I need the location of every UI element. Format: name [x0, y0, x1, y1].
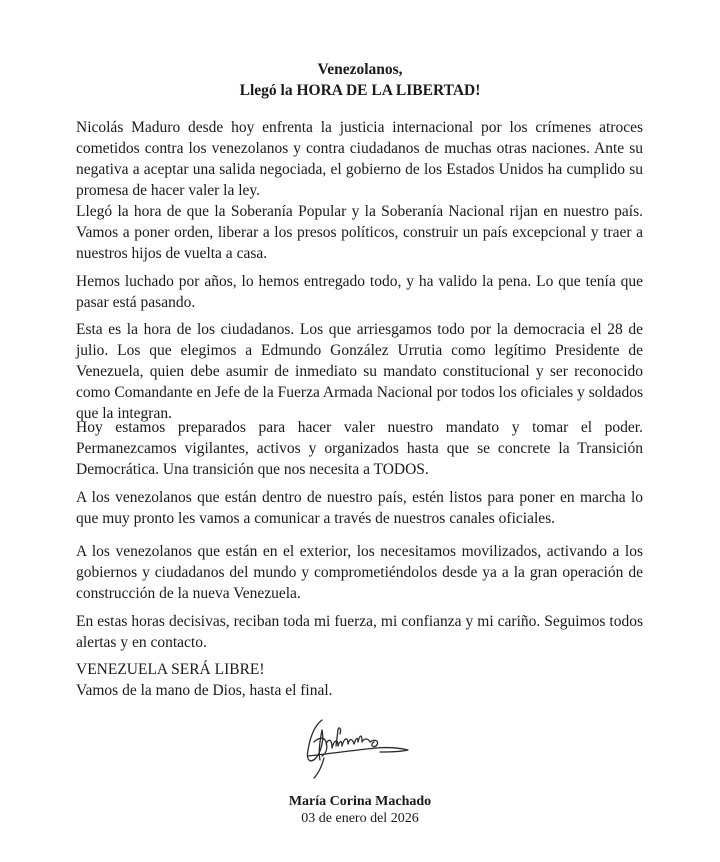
paragraph-1: Nicolás Maduro desde hoy enfrenta la justicia internacional por los crímenes atroces cometidos contra los venezolanos y contra ciudadanos de muchas otras naciones. Ante su negativa a aceptar una salida negociada, el gobierno de los Estados Unidos ha cumplido su promesa de hacer valer la ley. — [76, 119, 643, 199]
greeting-heading: Venezolanos, — [317, 61, 403, 78]
closing-blessing: Vamos de la mano de Dios, hasta el final. — [76, 682, 333, 699]
paragraph-8: En estas horas decisivas, reciban toda mi fuerza, mi confianza y mi cariño. Seguimos todos alertas y en contacto. — [76, 613, 643, 651]
paragraph-5: Hoy estamos preparados para hacer valer nuestro mandato y tomar el poder. Permanezcamos vigilantes, activos y organizados hasta que se concrete la Transición Democrática. Una transición que nos necesita a TODOS. — [76, 419, 643, 478]
closing-exclamation: VENEZUELA SERÁ LIBRE! — [76, 661, 265, 678]
signer-name: María Corina Machado — [288, 794, 432, 809]
headline-heading: Llegó la HORA DE LA LIBERTAD! — [239, 82, 481, 99]
paragraph-2: Llegó la hora de que la Soberanía Popular y la Soberanía Nacional rijan en nuestro país. Vamos a poner orden, liberar a los presos políticos, construir un país excepcional y traer a nuestros hijos de vuelta a casa. — [76, 203, 643, 262]
signature-date: 03 de enero del 2026 — [301, 811, 419, 826]
handwritten-signature — [296, 712, 416, 782]
paragraph-3: Hemos luchado por años, lo hemos entregado todo, y ha valido la pena. Lo que tenía que pasar está pasando. — [76, 273, 643, 311]
paragraph-6: A los venezolanos que están dentro de nuestro país, estén listos para poner en marcha lo que muy pronto les vamos a comunicar a través de nuestros canales oficiales. — [76, 489, 643, 527]
paragraph-7: A los venezolanos que están en el exterior, los necesitamos movilizados, activando a los gobiernos y ciudadanos del mundo y comprometiéndolos desde ya a la gran operación de construcción de la nueva Venezuela. — [76, 543, 643, 602]
paragraph-4: Esta es la hora de los ciudadanos. Los que arriesgamos todo por la democracia el 28 de julio. Los que elegimos a Edmundo González Urrutia como legítimo Presidente de Venezuela, quien debe asumir de inmediato su mandato constitucional y ser reconocido como Comandante en Jefe de la Fuerza Armada Nacional por todos los oficiales y soldados que la integran. — [76, 321, 643, 422]
